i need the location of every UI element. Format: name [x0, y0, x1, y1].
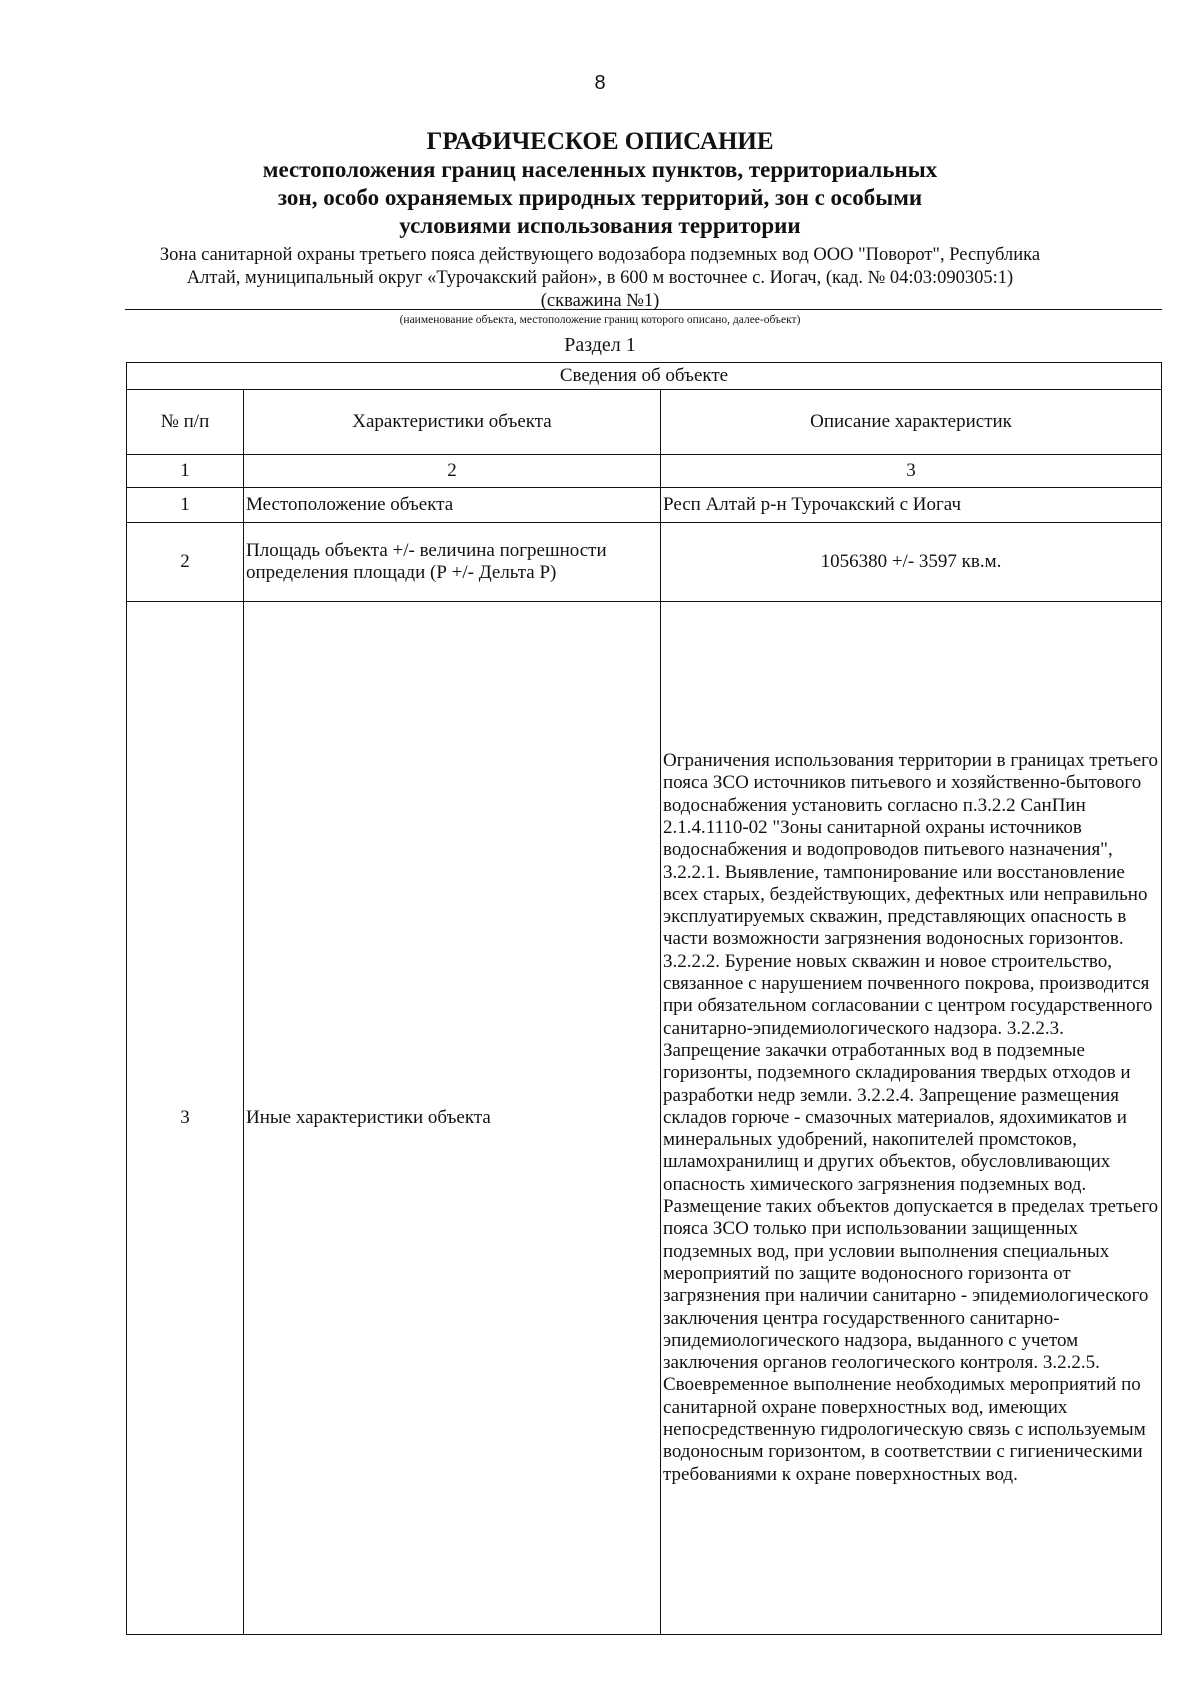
- row-characteristic: Площадь объекта +/- величина погрешности определения площади (Р +/- Дельта Р): [244, 523, 661, 602]
- header-number: № п/п: [127, 390, 244, 455]
- page-number: 8: [594, 72, 606, 94]
- table-caption: Сведения об объекте: [127, 363, 1162, 390]
- column-number-2: 2: [244, 455, 661, 488]
- title-line-1: местоположения границ населенных пунктов, территориальных: [262, 157, 938, 182]
- header-description: Описание характеристик: [661, 390, 1162, 455]
- title-line-2: зон, особо охраняемых природных территорий, зон с особыми: [277, 185, 923, 210]
- row-description: Респ Алтай р-н Турочакский с Иогач: [661, 488, 1162, 523]
- row-characteristic: Иные характеристики объекта: [244, 602, 661, 1635]
- table-row: [127, 523, 1162, 602]
- object-caption: (наименование объекта, местоположение границ которого описано, далее-объект): [399, 314, 801, 326]
- row-number: 2: [127, 523, 244, 602]
- table-caption-row: [127, 363, 1162, 390]
- row-number: 3: [127, 602, 244, 1635]
- row-description: 1056380 +/- 3597 кв.м.: [661, 523, 1162, 602]
- object-line-2: Алтай, муниципальный округ «Турочакский район», в 600 м восточнее с. Иогач, (кад. № 04:03:090305:1): [186, 268, 1014, 288]
- table-column-numbers-row: [127, 455, 1162, 488]
- header-characteristic: Характеристики объекта: [244, 390, 661, 455]
- object-info-table: [126, 362, 1162, 1635]
- title-main: ГРАФИЧЕСКОЕ ОПИСАНИЕ: [426, 128, 774, 155]
- row-characteristic: Местоположение объекта: [244, 488, 661, 523]
- restrictions-text: Ограничения использования территории в границах третьего пояса ЗСО источников питьевого и хозяйственно-бытового водоснабжения установить согласно п.3.2.2 СанПин 2.1.4.1110-02 "Зоны санитарной охраны источников водоснабжения и водопроводов питьевого назначения", 3.2.2.1. Выявление, тампонирование или восстановление всех старых, бездействующих, дефектных или неправильно эксплуатируемых скважин, представляющих опасность в части возможности загрязнения водоносных горизонтов. 3.2.2.2. Бурение новых скважин и новое строительство, связанное с нарушением почвенного покрова, производится при обязательном согласовании с центром государственного санитарно-эпидемиологического надзора. 3.2.2.3. Запрещение закачки отработанных вод в подземные горизонты, подземного складирования твердых отходов и разработки недр земли. 3.2.2.4. Запрещение размещения складов горюче - смазочных материалов, ядохимикатов и минеральных удобрений, накопителей промстоков, шламохранилищ и других объектов, обусловливающих опасность химического загрязнения подземных вод. Размещение таких объектов допускается в пределах третьего пояса ЗСО только при использовании защищенных подземных вод, при условии выполнения специальных мероприятий по защите водоносного горизонта от загрязнения при наличии санитарно - эпидемиологического заключения центра государственного санитарно-эпидемиологического надзора, выданного с учетом заключения органов геологического контроля. 3.2.2.5. Своевременное выполнение необходимых мероприятий по санитарной охране поверхностных вод, имеющих непосредственную гидрологическую связь с используемым водоносным горизонтом, в соответствии с гигиеническими требованиями к охране поверхностных вод.: [663, 750, 1159, 1485]
- row-description: [661, 602, 1162, 1635]
- object-underline: [125, 309, 1162, 310]
- table-header-row: [127, 390, 1162, 455]
- object-line-3: (скважина №1): [540, 291, 660, 311]
- column-number-1: 1: [127, 455, 244, 488]
- column-number-3: 3: [661, 455, 1162, 488]
- table-row: [127, 602, 1162, 1635]
- object-line-1: Зона санитарной охраны третьего пояса действующего водозабора подземных вод ООО "Поворот", Республика: [159, 245, 1041, 265]
- row-number: 1: [127, 488, 244, 523]
- table-row: [127, 488, 1162, 523]
- title-line-3: условиями использования территории: [399, 213, 801, 238]
- object-description: [140, 244, 1060, 313]
- document-title: [150, 128, 1050, 240]
- section-label: Раздел 1: [564, 334, 636, 356]
